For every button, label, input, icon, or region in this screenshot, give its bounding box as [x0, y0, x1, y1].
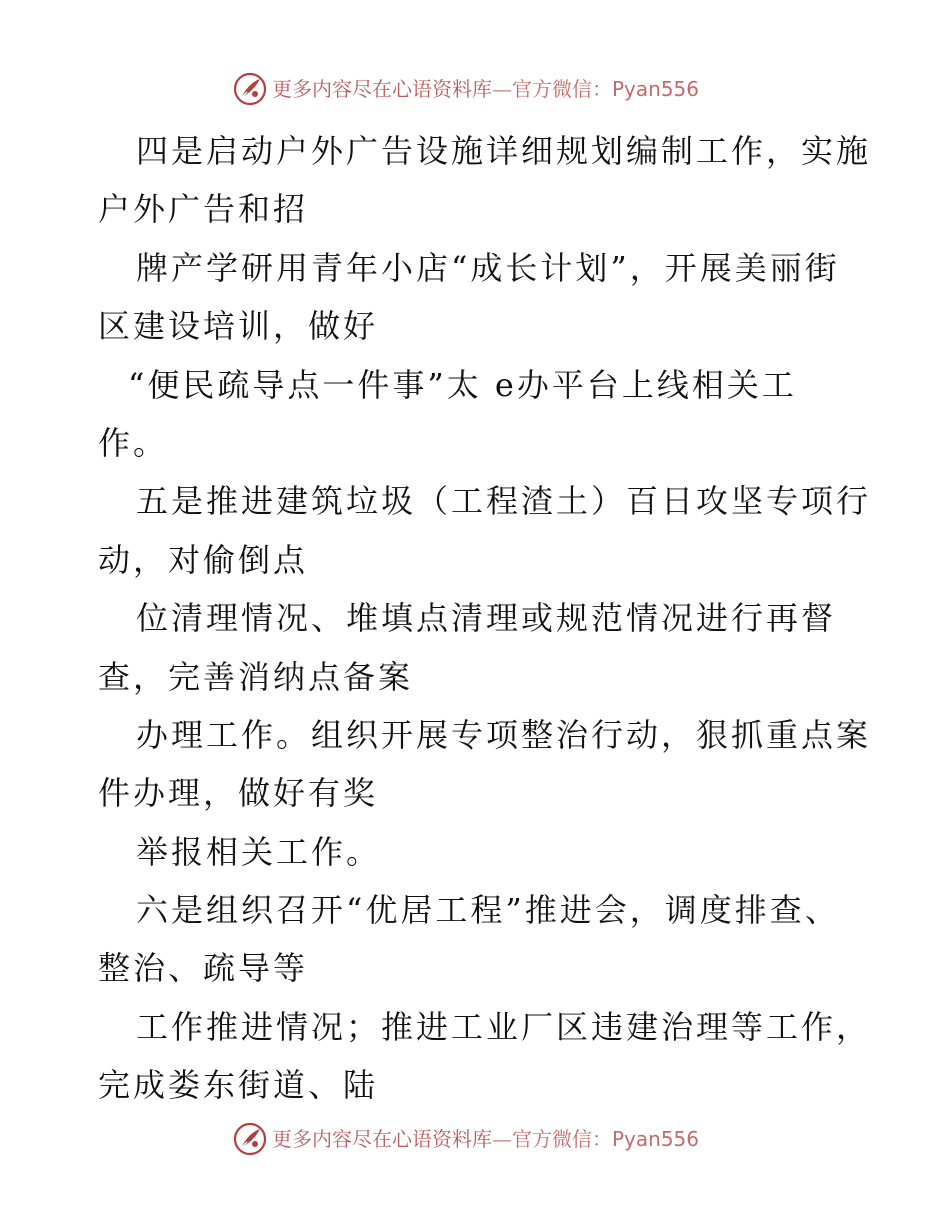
- paragraph-line: 工作推进情况；推进工业厂区违建治理等工作，: [136, 1007, 872, 1046]
- feather-pen-logo-icon: [233, 72, 267, 106]
- banner-main-text: 更多内容尽在心语资料库: [272, 77, 492, 101]
- paragraph-line: 动，对偷倒点: [98, 540, 309, 579]
- paragraph-line: 完成娄东街道、陆: [98, 1066, 379, 1105]
- feather-pen-logo-icon: [233, 1122, 267, 1156]
- banner-separator: —: [492, 77, 512, 101]
- paragraph-line: 位清理情况、堆填点清理或规范情况进行再督: [136, 599, 837, 638]
- banner-wechat-label: 官方微信：: [512, 77, 612, 101]
- paragraph-line: 牌产学研用青年小店“成长计划”，开展美丽街: [136, 248, 840, 287]
- banner-main-text: 更多内容尽在心语资料库: [272, 1127, 492, 1151]
- paragraph-line: 整治、疏导等: [98, 949, 309, 988]
- paragraph-line: 作。: [98, 423, 169, 462]
- paragraph-line: 举报相关工作。: [136, 832, 382, 871]
- footer-banner: [0, 1120, 950, 1160]
- banner-caption: [272, 1127, 699, 1151]
- paragraph-line: 户外广告和招: [98, 190, 309, 229]
- paragraph-line: 件办理，做好有奖: [98, 774, 379, 813]
- paragraph-line: 五是推进建筑垃圾（工程渣土）百日攻坚专项行: [136, 482, 872, 521]
- paragraph-line: 办理工作。组织开展专项整治行动，狠抓重点案: [136, 715, 872, 754]
- banner-wechat-label: 官方微信：: [512, 1127, 612, 1151]
- banner-wechat-id: Pyan556: [612, 1127, 700, 1151]
- banner-caption: [272, 77, 699, 101]
- paragraph-line: “便民疏导点一件事”太 e办平台上线相关工: [128, 365, 797, 404]
- paragraph-line: 查，完善消纳点备案: [98, 657, 414, 696]
- paragraph-line: 四是启动户外广告设施详细规划编制工作，实施: [136, 132, 872, 170]
- document-body: [98, 122, 872, 1115]
- paragraph-line: 六是组织召开“优居工程”推进会，调度排查、: [136, 891, 840, 930]
- banner-separator: —: [492, 1127, 512, 1151]
- paragraph-line: 区建设培训，做好: [98, 307, 379, 346]
- banner-wechat-id: Pyan556: [612, 77, 700, 101]
- header-banner: [0, 70, 950, 110]
